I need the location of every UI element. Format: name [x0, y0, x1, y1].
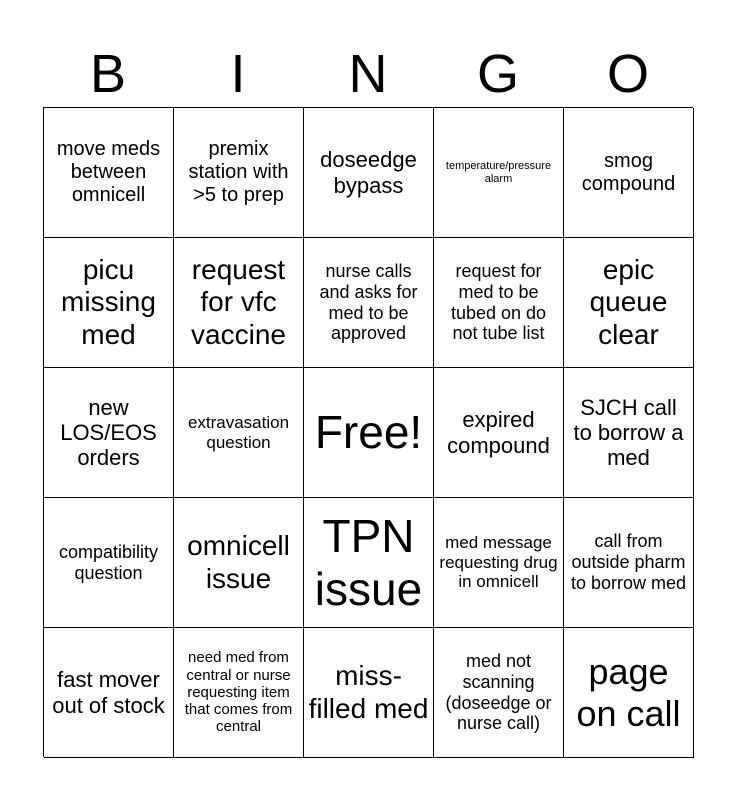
bingo-cell[interactable] [44, 108, 174, 238]
header-letter-i: I [230, 44, 246, 104]
cell-text: premix station with >5 to prep [188, 138, 289, 206]
bingo-cell[interactable] [174, 238, 304, 368]
free-space-text: Free! [314, 406, 423, 459]
cell-text: miss-filled med [308, 660, 429, 724]
bingo-cell[interactable] [434, 628, 564, 758]
bingo-cell[interactable] [44, 238, 174, 368]
cell-text: page on call [576, 651, 681, 734]
cell-text: smog compound [581, 149, 676, 195]
free-space-cell[interactable] [304, 368, 434, 498]
cell-text: call from outside pharm to borrow med [570, 531, 687, 593]
cell-text: move meds between omnicell [56, 138, 161, 206]
cell-text: nurse calls and asks for med to be approved [319, 261, 418, 344]
bingo-cell[interactable] [564, 108, 694, 238]
bingo-cell[interactable] [174, 368, 304, 498]
cell-text: expired compound [447, 407, 550, 458]
bingo-cell[interactable] [564, 238, 694, 368]
bingo-cell[interactable] [44, 368, 174, 498]
cell-text: med not scanning (doseedge or nurse call) [445, 651, 552, 734]
bingo-cell[interactable] [174, 498, 304, 628]
header-letter-g: G [476, 44, 519, 104]
bingo-cell[interactable] [564, 628, 694, 758]
bingo-cell[interactable] [304, 238, 434, 368]
bingo-cell[interactable] [434, 368, 564, 498]
cell-text: request for med to be tubed on do not tube list [450, 261, 547, 344]
cell-text: need med from central or nurse requesting item that comes from central [184, 649, 293, 736]
bingo-cell[interactable] [174, 108, 304, 238]
bingo-header [43, 40, 693, 108]
cell-text: SJCH call to borrow a med [573, 394, 684, 471]
cell-text: picu missing med [61, 254, 156, 350]
bingo-cell[interactable] [44, 628, 174, 758]
cell-text: new LOS/EOS orders [60, 394, 157, 471]
cell-text: epic queue clear [589, 254, 668, 350]
bingo-cell[interactable] [434, 498, 564, 628]
cell-text: fast mover out of stock [52, 667, 165, 718]
bingo-cell[interactable] [564, 368, 694, 498]
bingo-cell[interactable] [304, 108, 434, 238]
header-letter-o: O [606, 44, 649, 104]
cell-text: med message requesting drug in omnicell [439, 533, 558, 592]
bingo-board [43, 107, 693, 757]
bingo-cell[interactable] [44, 498, 174, 628]
bingo-cell[interactable] [304, 628, 434, 758]
header-letter-n: N [348, 44, 388, 104]
bingo-cell[interactable] [434, 238, 564, 368]
cell-text: request for vfc vaccine [191, 254, 286, 350]
bingo-cell[interactable] [304, 498, 434, 628]
cell-text: TPN issue [314, 509, 423, 615]
cell-text: temperature/pressure alarm [445, 159, 552, 185]
cell-text: doseedge bypass [320, 147, 417, 198]
cell-text: extravasation question [187, 412, 290, 452]
cell-text: compatibility question [58, 541, 159, 583]
bingo-cell[interactable] [564, 498, 694, 628]
bingo-cell[interactable] [434, 108, 564, 238]
cell-text: omnicell issue [187, 530, 290, 594]
header-letter-b: B [89, 44, 127, 104]
bingo-cell[interactable] [174, 628, 304, 758]
